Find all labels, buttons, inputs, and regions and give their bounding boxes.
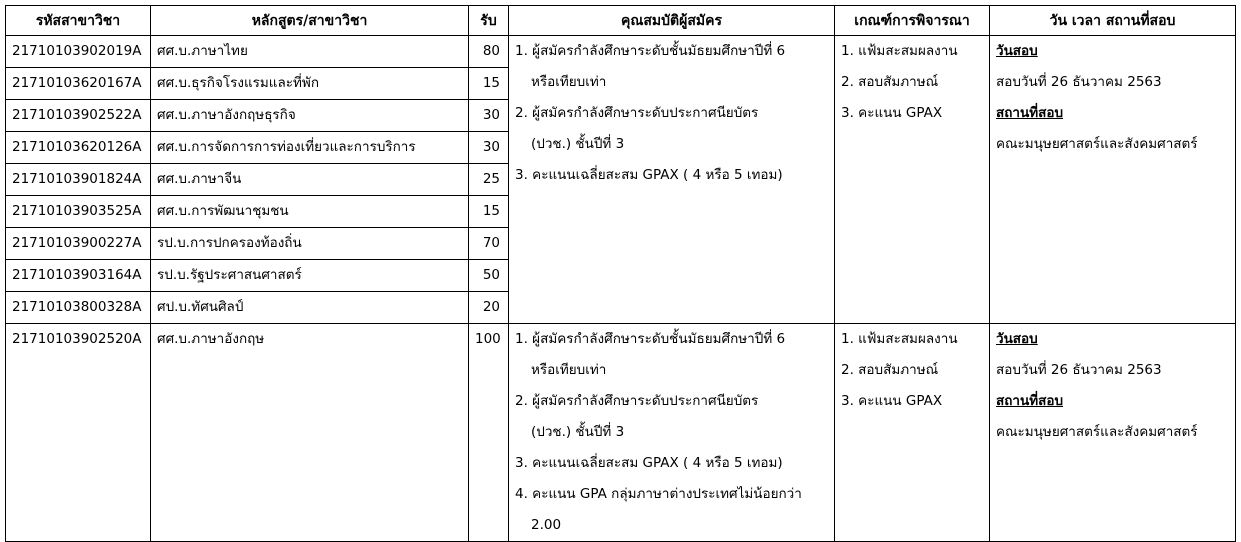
group2-qualifications — [509, 324, 835, 542]
program-name: รป.บ.การปกครองท้องถิ่น — [151, 228, 469, 260]
program-seats: 30 — [469, 100, 509, 132]
qualification-line: 2. ผู้สมัครกำลังศึกษาระดับประกาศนียบัตร — [515, 393, 759, 409]
program-code: 21710103902520A — [6, 324, 151, 542]
table-row — [6, 324, 1236, 542]
qualification-line: 2. ผู้สมัครกำลังศึกษาระดับประกาศนียบัตร — [515, 105, 759, 121]
qualification-line: 3. คะแนนเฉลี่ยสะสม GPAX ( 4 หรือ 5 เทอม) — [515, 167, 783, 183]
program-code: 21710103902522A — [6, 100, 151, 132]
exam-date-heading: วันสอบ — [996, 331, 1038, 347]
header-program: หลักสูตร/สาขาวิชา — [151, 6, 469, 36]
exam-place-heading: สถานที่สอบ — [996, 105, 1064, 121]
program-name: ศศ.บ.ธุรกิจโรงแรมและที่พัก — [151, 68, 469, 100]
group2-exam — [990, 324, 1236, 542]
qualification-line: 1. ผู้สมัครกำลังศึกษาระดับชั้นมัธยมศึกษาปีที่ 6 — [515, 43, 786, 59]
exam-place: คณะมนุษยศาสตร์และสังคมศาสตร์ — [996, 136, 1198, 152]
program-seats: 30 — [469, 132, 509, 164]
group1-exam — [990, 36, 1236, 324]
qualification-line: 1. ผู้สมัครกำลังศึกษาระดับชั้นมัธยมศึกษาปีที่ 6 — [515, 331, 786, 347]
qualification-line: 3. คะแนนเฉลี่ยสะสม GPAX ( 4 หรือ 5 เทอม) — [515, 455, 783, 471]
program-name: รป.บ.รัฐประศาสนศาสตร์ — [151, 260, 469, 292]
program-code: 21710103902019A — [6, 36, 151, 68]
program-seats: 100 — [469, 324, 509, 542]
exam-date: สอบวันที่ 26 ธันวาคม 2563 — [996, 362, 1162, 378]
program-name: ศศ.บ.ภาษาไทย — [151, 36, 469, 68]
criteria-line: 1. แฟ้มสะสมผลงาน — [841, 43, 958, 59]
criteria-line: 3. คะแนน GPAX — [841, 105, 943, 121]
program-code: 21710103900227A — [6, 228, 151, 260]
program-name: ศศ.บ.ภาษาอังกฤษ — [151, 324, 469, 542]
header-seats: รับ — [469, 6, 509, 36]
qualification-line: หรือเทียบเท่า — [531, 362, 607, 378]
header-qualifications: คุณสมบัติผู้สมัคร — [509, 6, 835, 36]
header-row — [6, 6, 1236, 36]
program-name: ศศ.บ.การพัฒนาชุมชน — [151, 196, 469, 228]
exam-place-heading: สถานที่สอบ — [996, 393, 1064, 409]
program-name: ศศ.บ.ภาษาจีน — [151, 164, 469, 196]
criteria-line: 2. สอบสัมภาษณ์ — [841, 362, 939, 378]
program-name: ศศ.บ.ภาษาอังกฤษธุรกิจ — [151, 100, 469, 132]
table-row — [6, 36, 1236, 68]
qualification-line: หรือเทียบเท่า — [531, 74, 607, 90]
program-code: 21710103620167A — [6, 68, 151, 100]
program-code: 21710103901824A — [6, 164, 151, 196]
criteria-line: 2. สอบสัมภาษณ์ — [841, 74, 939, 90]
program-seats: 70 — [469, 228, 509, 260]
header-criteria: เกณฑ์การพิจารณา — [835, 6, 990, 36]
exam-place: คณะมนุษยศาสตร์และสังคมศาสตร์ — [996, 424, 1198, 440]
program-code: 21710103903164A — [6, 260, 151, 292]
group1-criteria — [835, 36, 990, 324]
group2-criteria — [835, 324, 990, 542]
exam-date: สอบวันที่ 26 ธันวาคม 2563 — [996, 74, 1162, 90]
program-seats: 15 — [469, 196, 509, 228]
header-exam: วัน เวลา สถานที่สอบ — [990, 6, 1236, 36]
program-code: 21710103800328A — [6, 292, 151, 324]
group1-qualifications — [509, 36, 835, 324]
program-name: ศป.บ.ทัศนศิลป์ — [151, 292, 469, 324]
program-seats: 50 — [469, 260, 509, 292]
program-seats: 20 — [469, 292, 509, 324]
criteria-line: 3. คะแนน GPAX — [841, 393, 943, 409]
header-code: รหัสสาขาวิชา — [6, 6, 151, 36]
program-name: ศศ.บ.การจัดการการท่องเที่ยวและการบริการ — [151, 132, 469, 164]
admission-table — [5, 5, 1236, 542]
program-code: 21710103903525A — [6, 196, 151, 228]
program-code: 21710103620126A — [6, 132, 151, 164]
qualification-line: (ปวช.) ชั้นปีที่ 3 — [531, 136, 625, 152]
program-seats: 25 — [469, 164, 509, 196]
criteria-line: 1. แฟ้มสะสมผลงาน — [841, 331, 958, 347]
exam-date-heading: วันสอบ — [996, 43, 1038, 59]
qualification-line: 2.00 — [531, 517, 562, 533]
program-seats: 80 — [469, 36, 509, 68]
program-seats: 15 — [469, 68, 509, 100]
qualification-line: (ปวช.) ชั้นปีที่ 3 — [531, 424, 625, 440]
qualification-line: 4. คะแนน GPA กลุ่มภาษาต่างประเทศไม่น้อยกว่า — [515, 486, 802, 502]
